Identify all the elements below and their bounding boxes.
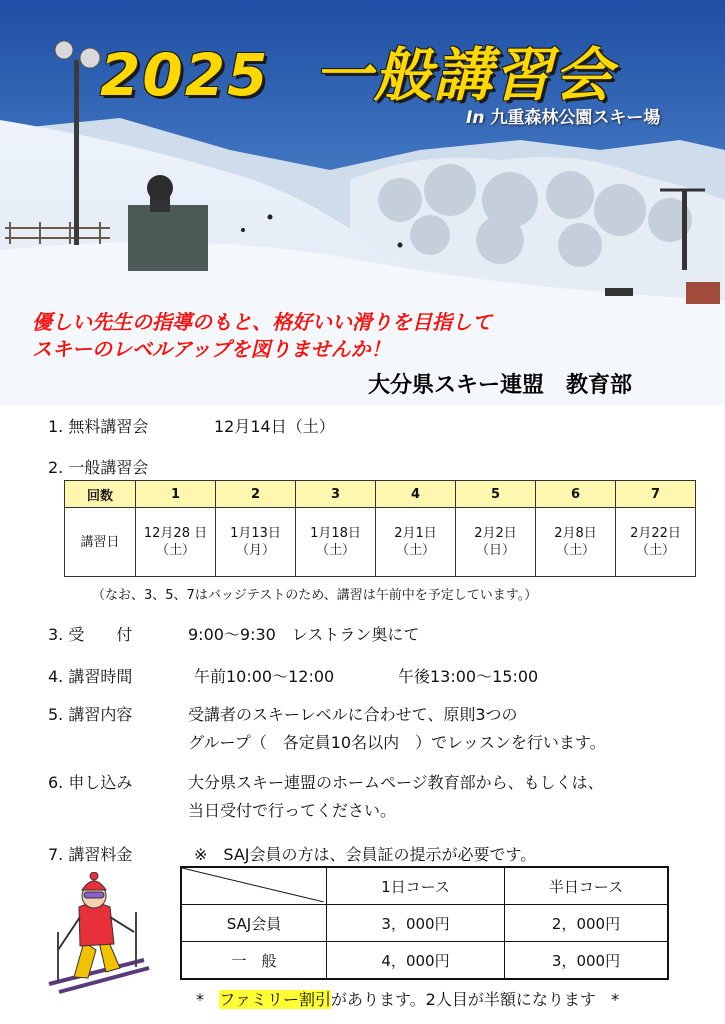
section-3-label: 3. 受 付: [48, 625, 133, 644]
round-6: 6: [536, 481, 616, 508]
title-year: 2025: [100, 41, 270, 109]
session-pm: 午後13:00～15:00: [398, 667, 539, 686]
date-text: 1月18日: [310, 526, 361, 541]
date-text: 2月1日: [394, 526, 437, 541]
day-text: （日）: [475, 543, 515, 558]
day-text: （土）: [155, 543, 195, 558]
round-3: 3: [296, 481, 376, 508]
fee-corner-cell: [181, 867, 327, 905]
fee-half-day-value: 2，000円: [505, 905, 669, 942]
section-6-line-1: 大分県スキー連盟のホームページ教育部から、もしくは、: [188, 773, 604, 792]
family-discount-highlight: ファミリー割引: [219, 990, 331, 1009]
star-mark: *: [196, 990, 204, 1009]
round-2: 2: [216, 481, 296, 508]
catchphrase-line-1: 優しい先生の指導のもと、格好いい滑りを目指して: [32, 310, 492, 334]
section-5-line-2: グループ（ 各定員10名以内 ）でレッスンを行います。: [188, 733, 606, 752]
skier-illustration: [44, 872, 154, 997]
date-cell: [296, 508, 376, 577]
date-cell: [376, 508, 456, 577]
fee-full-day-value: 3，000円: [327, 905, 505, 942]
discount-note: [196, 987, 619, 1010]
section-5-label: 5. 講習内容: [48, 705, 133, 724]
round-1: 1: [136, 481, 216, 508]
star-mark-end: *: [611, 990, 620, 1009]
fee-full-day-value: 4，000円: [327, 942, 505, 980]
day-text: （土）: [395, 543, 435, 558]
catchphrase-line-2: スキーのレベルアップを図りませんか！: [32, 337, 391, 361]
section-6-label: 6. 申し込み: [48, 773, 133, 792]
schedule-header-row: [65, 481, 696, 508]
section-1-value: 12月14日（土）: [214, 417, 335, 436]
date-cell: [136, 508, 216, 577]
page-title: [100, 28, 614, 112]
date-text: 12月28 日: [143, 526, 208, 541]
section-4-label: 4. 講習時間: [48, 667, 133, 686]
fee-table: [180, 866, 669, 980]
day-text: （土）: [555, 543, 595, 558]
date-cell: [536, 508, 616, 577]
fee-row-saj: [181, 905, 668, 942]
schedule-date-row: [65, 508, 696, 577]
day-text: （土）: [635, 543, 675, 558]
section-2-label: 2. 一般講習会: [48, 458, 149, 477]
schedule-row-label: 講習日: [65, 508, 136, 577]
venue-prefix: In: [466, 108, 485, 128]
discount-text: があります。2人目が半額になります: [330, 990, 596, 1009]
round-5: 5: [456, 481, 536, 508]
session-am: 午前10:00～12:00: [194, 667, 335, 686]
hero-banner: [0, 0, 725, 405]
fee-row-label: SAJ会員: [181, 905, 327, 942]
section-7-note: ※ SAJ会員の方は、会員証の提示が必要です。: [194, 845, 537, 864]
date-text: 1月13日: [230, 526, 281, 541]
date-cell: [216, 508, 296, 577]
fee-row-general: [181, 942, 668, 980]
fee-col-half-day: 半日コース: [505, 867, 669, 905]
schedule-note: （なお、3、5、7はバッジテストのため、講習は午前中を予定しています。）: [92, 588, 538, 603]
day-text: （土）: [315, 543, 355, 558]
date-cell: [456, 508, 536, 577]
fee-half-day-value: 3，000円: [505, 942, 669, 980]
date-text: 2月8日: [554, 526, 597, 541]
day-text: （月）: [235, 543, 275, 558]
round-7: 7: [616, 481, 696, 508]
date-cell: [616, 508, 696, 577]
diagonal-line: [182, 868, 324, 902]
section-7-label: 7. 講習料金: [48, 845, 133, 864]
section-5-line-1: 受講者のスキーレベルに合わせて、原則3つの: [188, 705, 518, 724]
venue-name: 九重森林公園スキー場: [490, 108, 661, 128]
section-6-line-2: 当日受付で行ってください。: [188, 801, 397, 820]
date-text: 2月2日: [474, 526, 517, 541]
schedule-table: [64, 480, 696, 577]
fee-col-full-day: 1日コース: [327, 867, 505, 905]
venue-label: [466, 103, 660, 128]
fee-row-label: 一 般: [181, 942, 327, 980]
schedule-header-label: 回数: [65, 481, 136, 508]
section-3-value: 9:00～9:30 レストラン奥にて: [188, 625, 420, 644]
date-text: 2月22日: [630, 526, 681, 541]
section-1-label: 1. 無料講習会: [48, 417, 149, 436]
organizer-name: 大分県スキー連盟 教育部: [368, 373, 633, 398]
round-4: 4: [376, 481, 456, 508]
title-text: 一般講習会: [313, 41, 614, 109]
fee-header-row: [181, 867, 668, 905]
